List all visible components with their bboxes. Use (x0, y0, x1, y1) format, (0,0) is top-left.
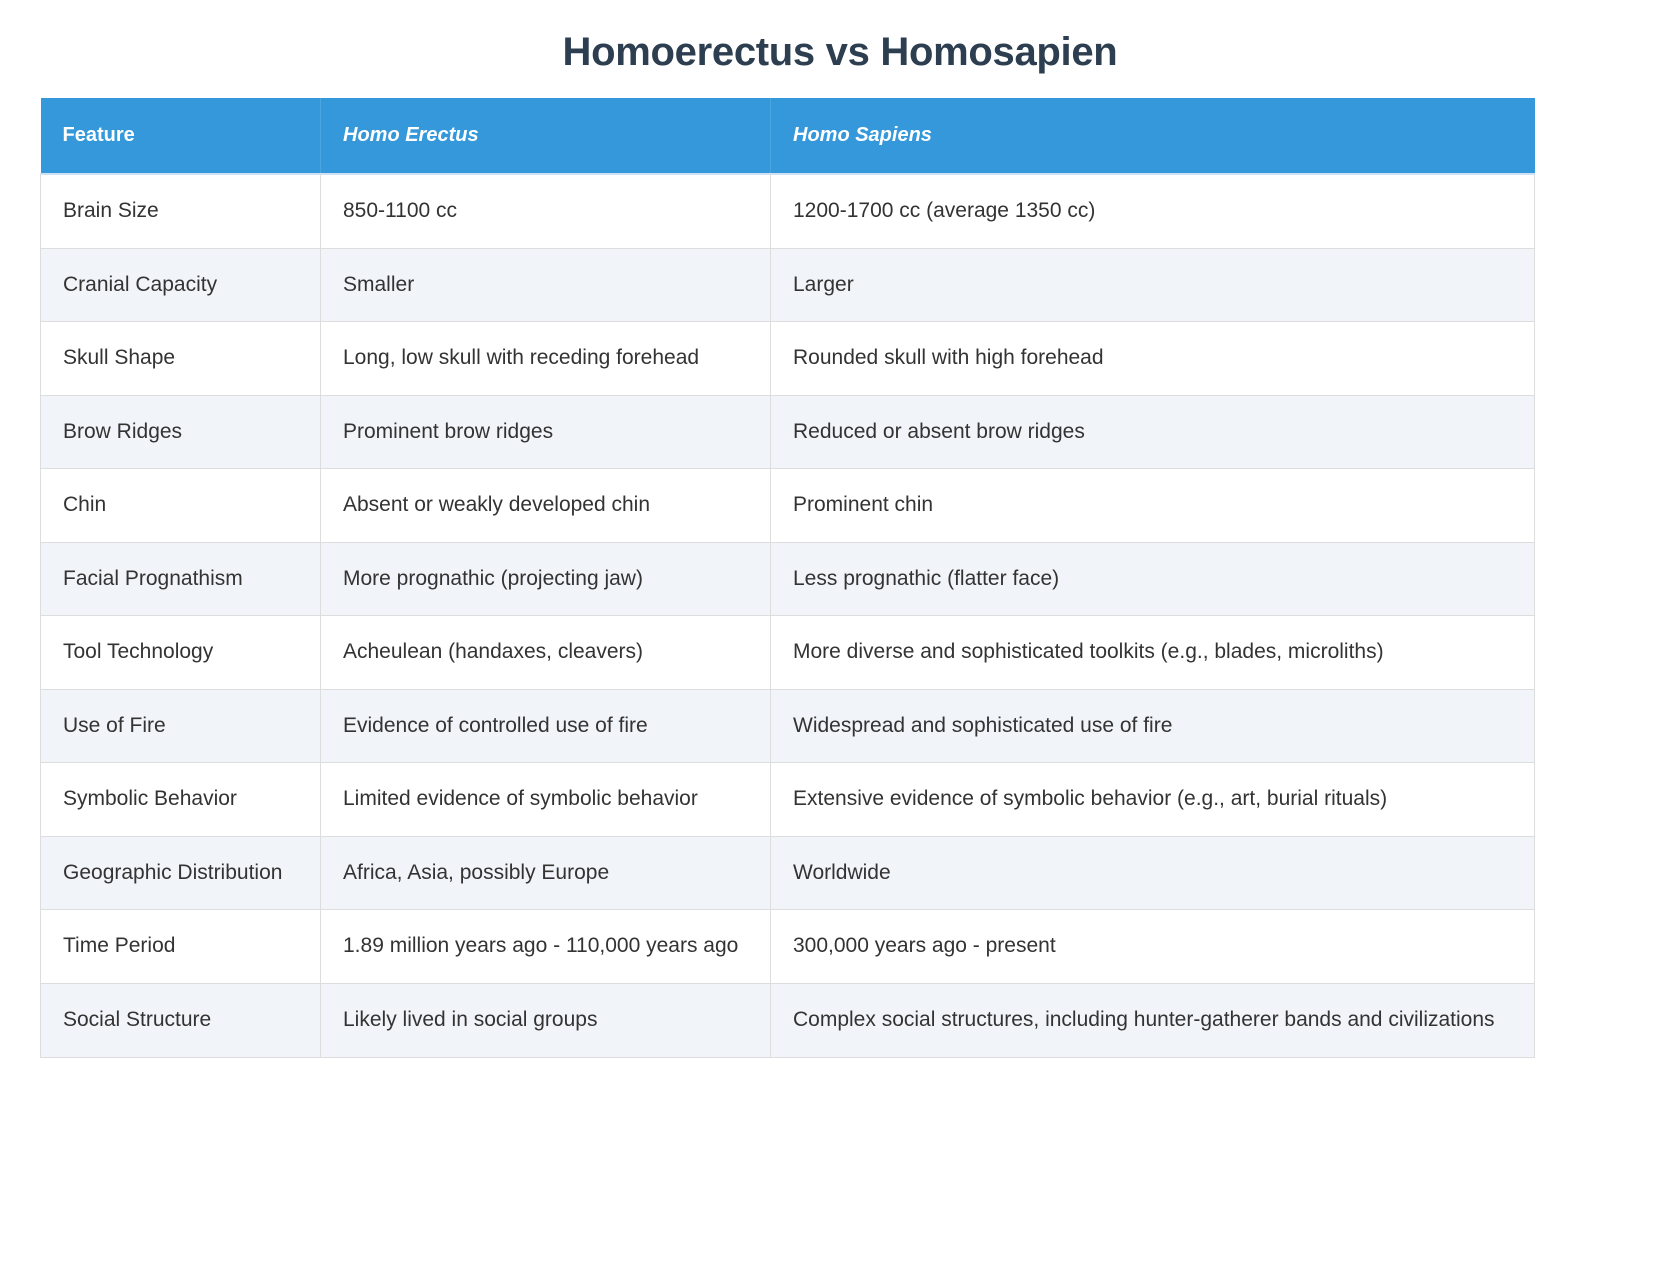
table-row (41, 469, 1535, 543)
table-row (41, 984, 1535, 1058)
cell-feature: Cranial Capacity (41, 248, 321, 322)
cell-feature: Time Period (41, 910, 321, 984)
table-row (41, 322, 1535, 396)
table-row (41, 836, 1535, 910)
cell-feature: Tool Technology (41, 616, 321, 690)
cell-homo-sapiens: Complex social structures, including hunter-gatherer bands and civilizations (771, 984, 1535, 1058)
cell-homo-erectus: Long, low skull with receding forehead (321, 322, 771, 396)
cell-homo-sapiens: Reduced or absent brow ridges (771, 395, 1535, 469)
cell-homo-sapiens: Larger (771, 248, 1535, 322)
cell-homo-erectus: Africa, Asia, possibly Europe (321, 836, 771, 910)
column-header-homo-sapiens: Homo Sapiens (771, 98, 1535, 174)
cell-homo-erectus: Evidence of controlled use of fire (321, 689, 771, 763)
cell-feature: Brow Ridges (41, 395, 321, 469)
cell-feature: Social Structure (41, 984, 321, 1058)
cell-homo-erectus: 850-1100 cc (321, 174, 771, 248)
cell-homo-sapiens: Extensive evidence of symbolic behavior (e.g., art, burial rituals) (771, 763, 1535, 837)
cell-feature: Brain Size (41, 174, 321, 248)
cell-homo-erectus: Smaller (321, 248, 771, 322)
cell-homo-sapiens: 300,000 years ago - present (771, 910, 1535, 984)
comparison-table (40, 98, 1535, 1058)
cell-feature: Facial Prognathism (41, 542, 321, 616)
cell-homo-sapiens: Less prognathic (flatter face) (771, 542, 1535, 616)
cell-homo-erectus: Acheulean (handaxes, cleavers) (321, 616, 771, 690)
cell-homo-erectus: Likely lived in social groups (321, 984, 771, 1058)
table-row (41, 542, 1535, 616)
cell-homo-sapiens: Prominent chin (771, 469, 1535, 543)
cell-homo-sapiens: Rounded skull with high forehead (771, 322, 1535, 396)
cell-homo-sapiens: Widespread and sophisticated use of fire (771, 689, 1535, 763)
cell-feature: Symbolic Behavior (41, 763, 321, 837)
cell-feature: Use of Fire (41, 689, 321, 763)
table-row (41, 174, 1535, 248)
cell-homo-erectus: 1.89 million years ago - 110,000 years ago (321, 910, 771, 984)
table-header-row (41, 98, 1535, 174)
table-header (41, 98, 1535, 174)
table-row (41, 689, 1535, 763)
column-header-feature: Feature (41, 98, 321, 174)
column-header-homo-erectus: Homo Erectus (321, 98, 771, 174)
table-row (41, 395, 1535, 469)
cell-homo-erectus: Prominent brow ridges (321, 395, 771, 469)
page-title: Homoerectus vs Homosapien (562, 30, 1118, 74)
cell-homo-erectus: Absent or weakly developed chin (321, 469, 771, 543)
cell-homo-sapiens: 1200-1700 cc (average 1350 cc) (771, 174, 1535, 248)
cell-homo-erectus: Limited evidence of symbolic behavior (321, 763, 771, 837)
cell-feature: Chin (41, 469, 321, 543)
cell-homo-sapiens: Worldwide (771, 836, 1535, 910)
table-body (41, 174, 1535, 1057)
cell-homo-erectus: More prognathic (projecting jaw) (321, 542, 771, 616)
comparison-table-container (40, 98, 1534, 1058)
cell-feature: Skull Shape (41, 322, 321, 396)
table-row (41, 248, 1535, 322)
table-row (41, 910, 1535, 984)
table-row (41, 616, 1535, 690)
table-row (41, 763, 1535, 837)
cell-homo-sapiens: More diverse and sophisticated toolkits (e.g., blades, microliths) (771, 616, 1535, 690)
cell-feature: Geographic Distribution (41, 836, 321, 910)
